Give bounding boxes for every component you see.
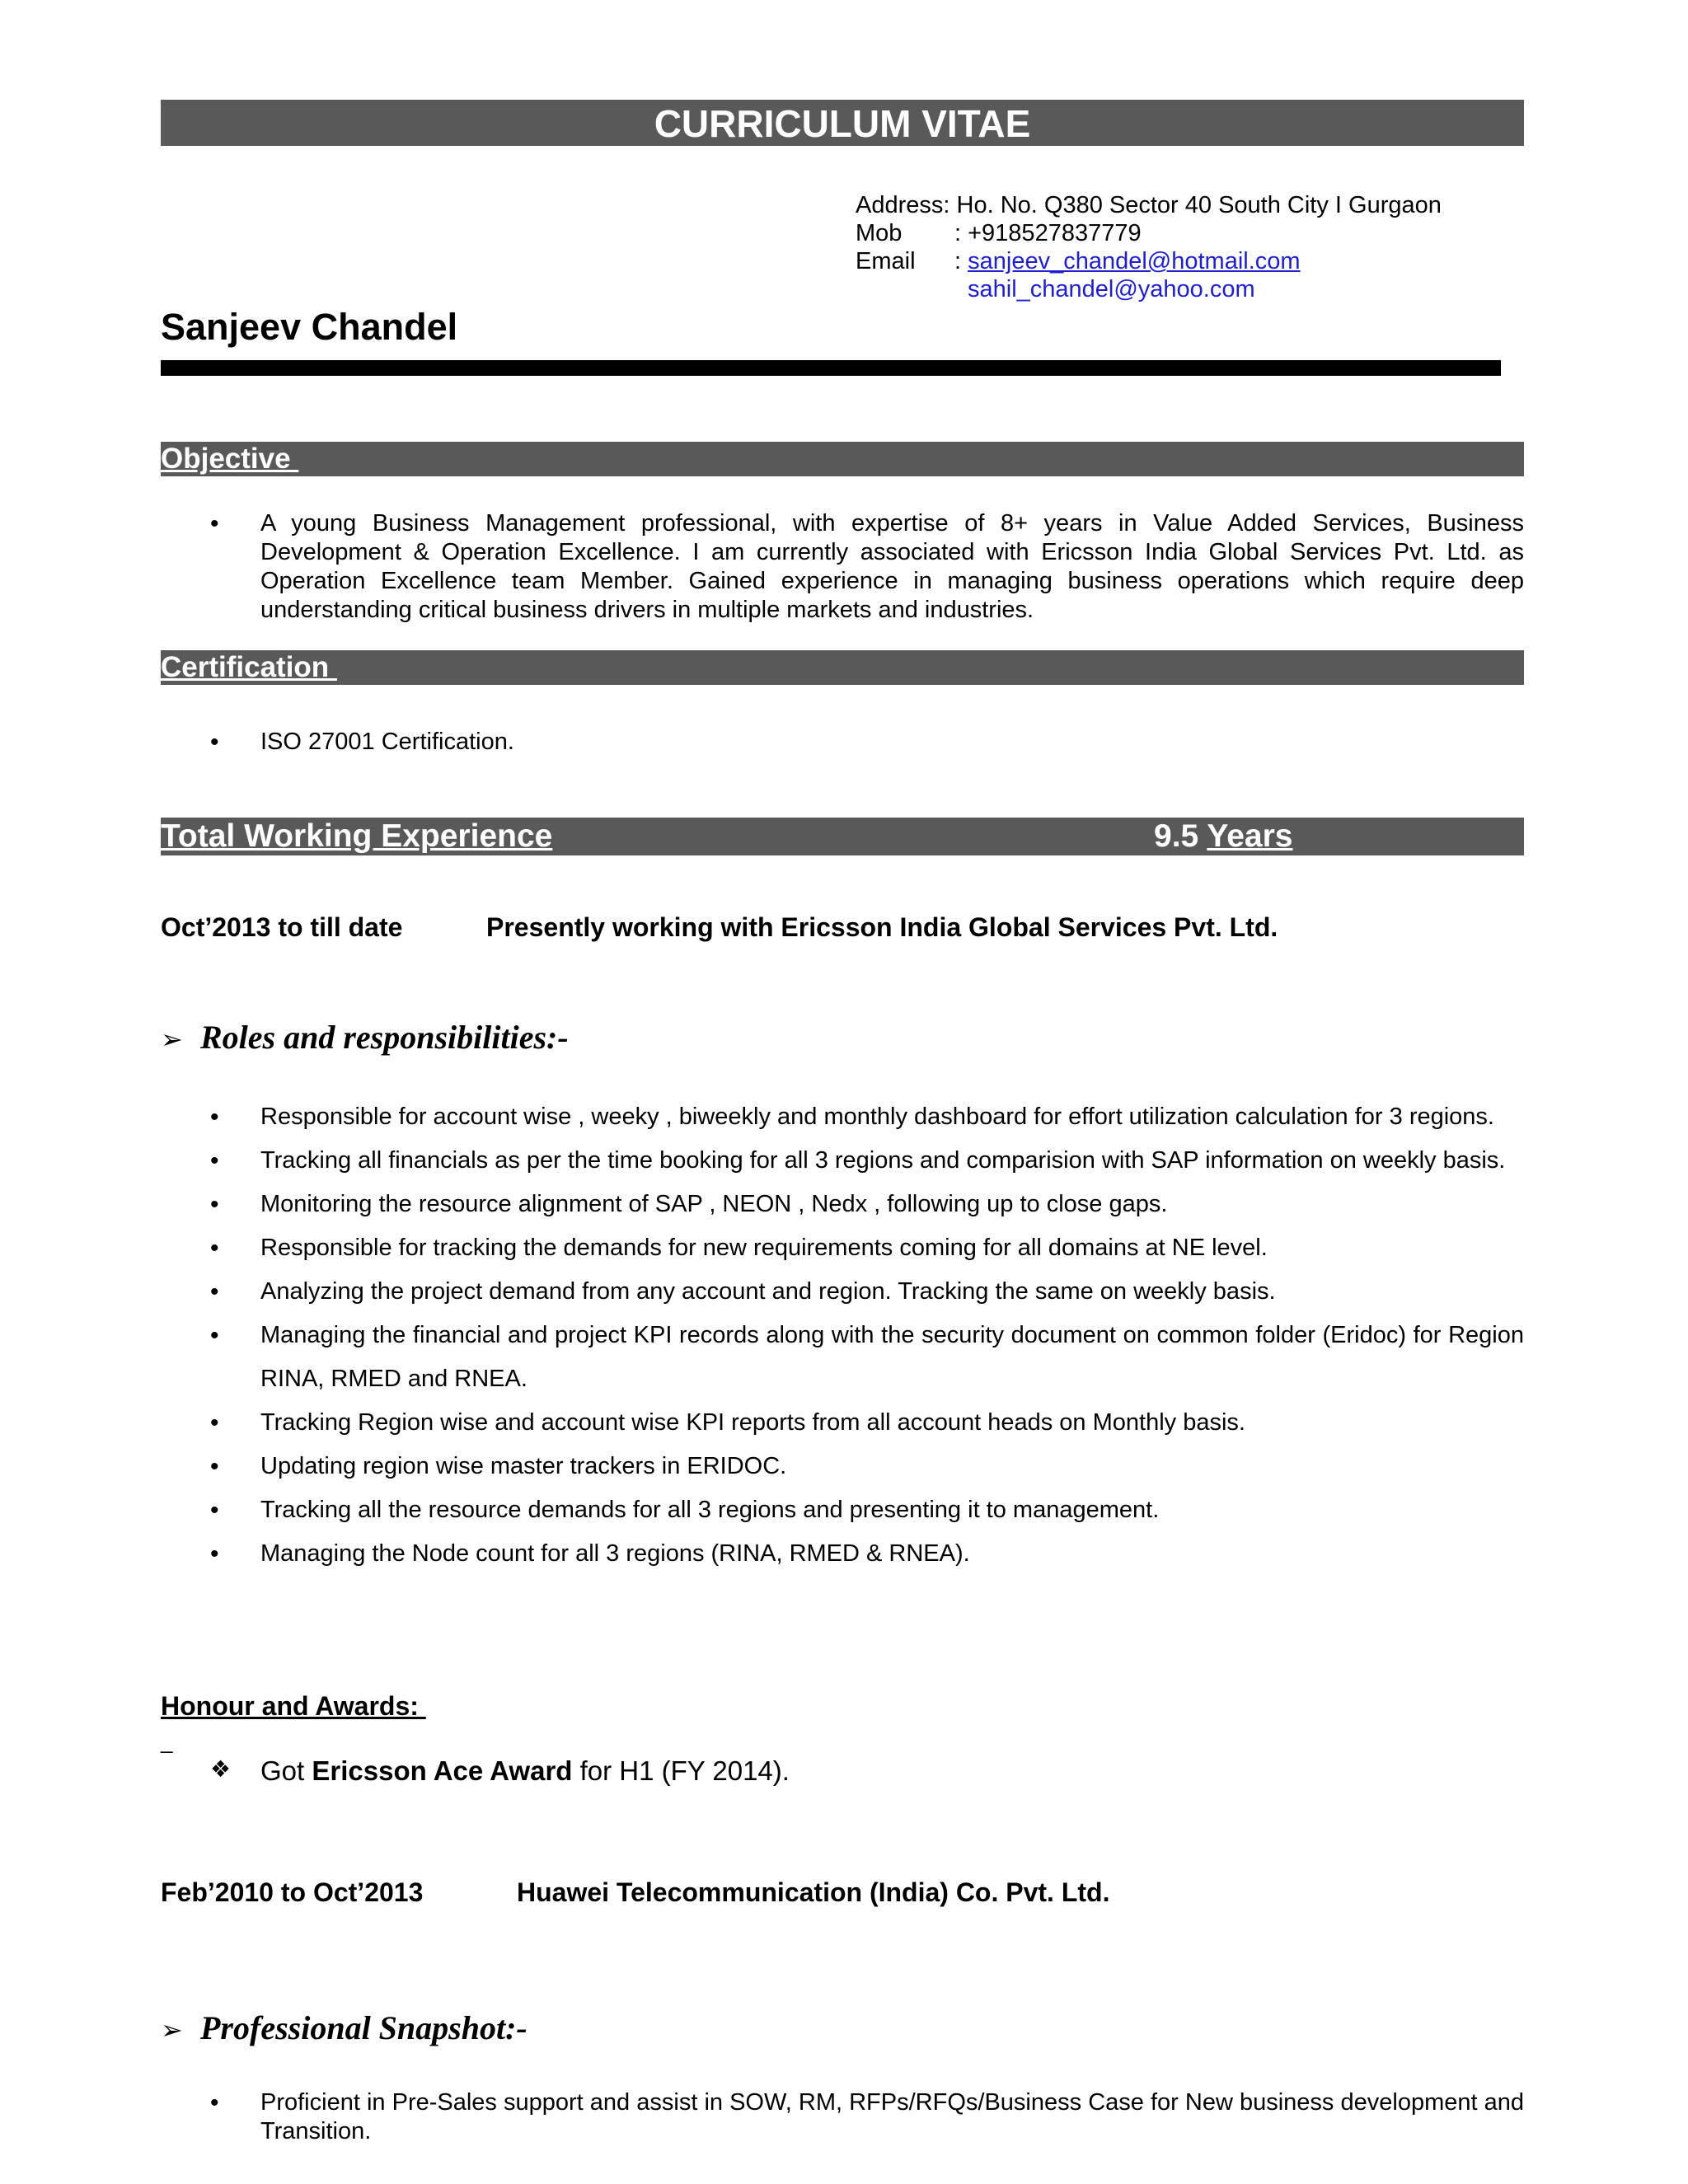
list-item (210, 2088, 1524, 2146)
experience-heading-bar (161, 818, 1524, 855)
address-row (856, 191, 1442, 219)
bullet-icon: • (210, 1322, 219, 1349)
list-item (210, 509, 1524, 625)
email-link-primary[interactable]: sanjeev_chandel@hotmail.com (968, 248, 1301, 274)
bullet-icon: • (210, 729, 219, 756)
snapshot-heading (161, 2008, 528, 2047)
experience-value (1154, 818, 1292, 855)
list-item (210, 1401, 1524, 1445)
award-text (260, 1755, 790, 1787)
email-row-secondary (856, 275, 1442, 303)
objective-list (210, 509, 1524, 625)
list-item (210, 729, 1524, 757)
objective-text: A young Business Management professional, with expertise of 8+ years in Value Added Services, Business Development & Operation Excellence. I am currently associated with Ericsson India Global Services Pvt. Ltd. as Operation Excellence team Member. Gained experience in managing business operations which require deep understanding critical business drivers in multiple markets and industries. (260, 510, 1524, 623)
award-prefix: Got (260, 1755, 312, 1786)
experience-unit: Years (1207, 818, 1293, 854)
email-label: Email (856, 248, 916, 274)
award-name: Ericsson Ace Award (312, 1755, 573, 1786)
bullet-icon: • (210, 1191, 219, 1218)
bullet-icon: • (210, 1278, 219, 1305)
role-item: Monitoring the resource alignment of SAP , NEON , Nedx , following up to close gaps. (260, 1191, 1168, 1217)
role-item: Tracking Region wise and account wise KPI reports from all account heads on Monthly basis. (260, 1409, 1245, 1436)
bullet-icon: • (210, 1235, 219, 1262)
bullet-icon: • (210, 510, 219, 537)
experience-number: 9.5 (1154, 818, 1199, 854)
list-item (210, 1532, 1524, 1576)
list-item (210, 1226, 1524, 1270)
award-suffix: for H1 (FY 2014). (572, 1755, 790, 1786)
address-label: Address: (856, 192, 950, 218)
email-separator: : (954, 248, 968, 274)
list-item (210, 1095, 1524, 1139)
mobile-value: : +918527837779 (954, 220, 1142, 246)
arrow-right-icon: ➢ (161, 1024, 183, 1055)
awards-dash: _ (161, 1729, 173, 1754)
role-item: Tracking all financials as per the time booking for all 3 regions and comparision with SAP information on weekly basis. (260, 1147, 1506, 1174)
job1-header (161, 912, 1278, 943)
certification-heading: Certification (161, 651, 337, 683)
snapshot-list (210, 2088, 1524, 2146)
role-item: Managing the financial and project KPI records along with the security document on common folder (Eridoc) for Region RINA, RMED and RNEA. (260, 1322, 1524, 1392)
role-item: Updating region wise master trackers in ERIDOC. (260, 1453, 787, 1479)
certification-list (210, 729, 1524, 757)
list-item (210, 1270, 1524, 1314)
email-secondary: sahil_chandel@yahoo.com (968, 276, 1255, 302)
list-item (210, 1488, 1524, 1532)
bullet-icon: • (210, 1497, 219, 1524)
list-item (210, 1445, 1524, 1488)
objective-heading-bar (161, 442, 1524, 476)
experience-label: Total Working Experience (161, 818, 553, 854)
bullet-icon: • (210, 2089, 219, 2116)
role-item: Responsible for tracking the demands for new requirements coming for all domains at NE level. (260, 1235, 1268, 1261)
bullet-icon: • (210, 1104, 219, 1131)
snapshot-heading-text: Professional Snapshot:- (200, 2009, 528, 2046)
bullet-icon: • (210, 1453, 219, 1480)
role-item: Responsible for account wise , weeky , biweekly and monthly dashboard for effort utilization calculation for 3 regions. (260, 1104, 1494, 1130)
awards-heading: Honour and Awards: (161, 1691, 426, 1721)
mobile-row (856, 219, 1442, 247)
job1-company: Presently working with Ericsson India Global Services Pvt. Ltd. (486, 912, 1278, 942)
job1-period: Oct’2013 to till date (161, 912, 403, 942)
job2-company: Huawei Telecommunication (India) Co. Pvt. Ltd. (517, 1877, 1110, 1907)
roles-list (210, 1095, 1524, 1576)
cv-title: CURRICULUM VITAE (654, 102, 1031, 145)
job2-header (161, 1877, 1110, 1908)
role-item: Analyzing the project demand from any account and region. Tracking the same on weekly basis. (260, 1278, 1276, 1305)
mobile-label: Mob (856, 220, 903, 246)
list-item (210, 1314, 1524, 1401)
diamond-bullet-icon: ❖ (210, 1755, 232, 1783)
candidate-name: Sanjeev Chandel (161, 306, 458, 348)
objective-heading: Objective (161, 443, 299, 475)
bullet-icon: • (210, 1409, 219, 1436)
bullet-icon: • (210, 1540, 219, 1568)
list-item (210, 1183, 1524, 1226)
award-item (210, 1755, 790, 1787)
certification-item: ISO 27001 Certification. (260, 729, 514, 755)
cv-title-bar (161, 100, 1524, 146)
list-item (210, 1139, 1524, 1183)
role-item: Managing the Node count for all 3 regions (RINA, RMED & RNEA). (260, 1540, 970, 1567)
email-row (856, 247, 1442, 275)
snapshot-item: Proficient in Pre-Sales support and assist in SOW, RM, RFPs/RFQs/Business Case for New business development and Transition. (260, 2089, 1524, 2144)
roles-heading-text: Roles and responsibilities:- (200, 1019, 569, 1056)
role-item: Tracking all the resource demands for all 3 regions and presenting it to management. (260, 1497, 1160, 1523)
arrow-right-icon: ➢ (161, 2014, 183, 2046)
contact-block (856, 191, 1442, 303)
bullet-icon: • (210, 1147, 219, 1174)
certification-heading-bar (161, 650, 1524, 685)
address-value: Ho. No. Q380 Sector 40 South City I Gurgaon (956, 192, 1442, 218)
header-divider (161, 360, 1501, 376)
roles-heading (161, 1018, 569, 1057)
job2-period: Feb’2010 to Oct’2013 (161, 1877, 424, 1907)
